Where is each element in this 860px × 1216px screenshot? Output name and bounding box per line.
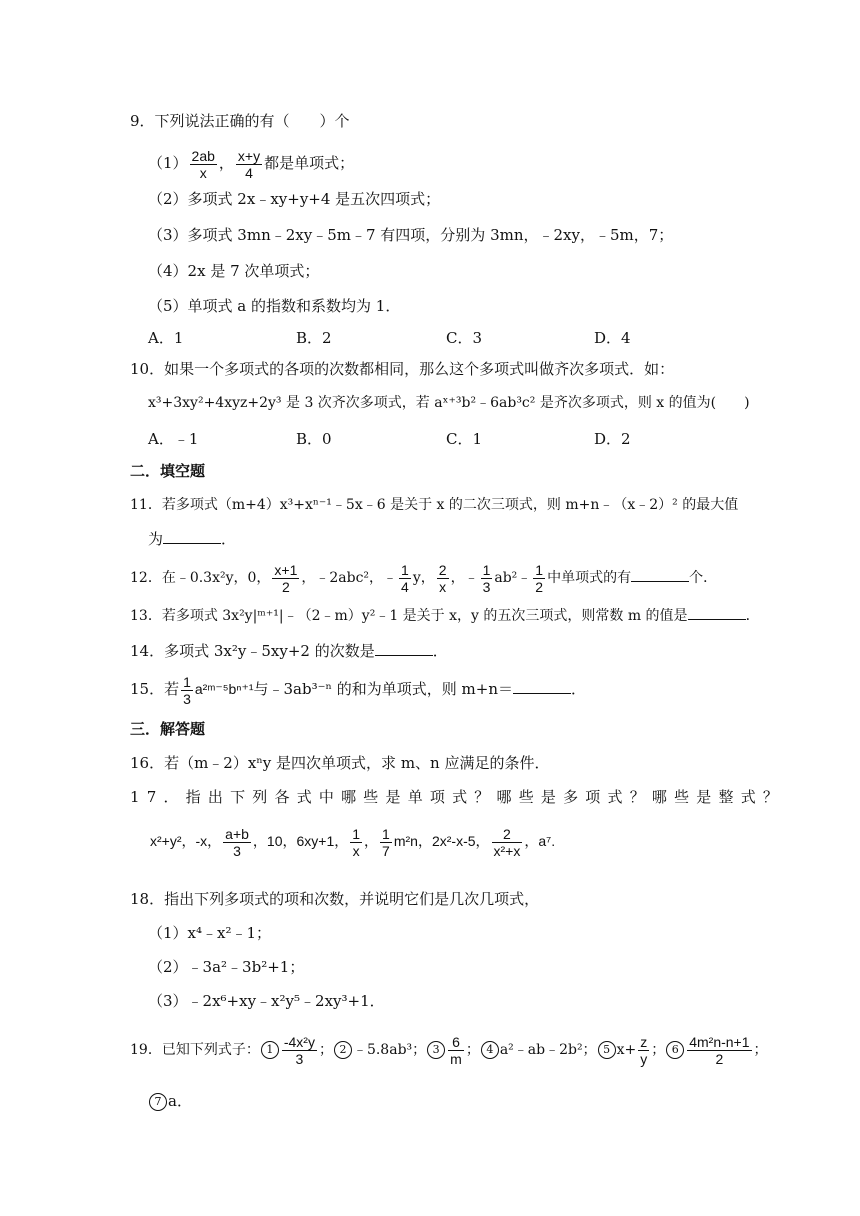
q15-answer-blank[interactable] [513,679,571,694]
q10-line-2: x³+3xy²+4xyz+2y³ 是 3 次齐次多项式，若 aˣ⁺³b²﹣6ab³c² 是齐次多项式，则 x 的值为( ) [148,395,750,411]
q14-answer-blank[interactable] [375,641,433,656]
q9-statement-2: （2）多项式 2x﹣xy+y+4 是五次四项式； [148,190,441,208]
q9-option-c[interactable]: C．3 [446,329,483,347]
q14-line: 14．多项式 3x²y﹣5xy+2 的次数是 ． [130,642,448,660]
q9-statement-4: （4）2x 是 7 次单项式； [148,262,320,280]
q17-line: 17．指出下列各式中哪些是单项式？哪些是多项式？哪些是整式？ [130,788,786,806]
q9-stem: 9．下列说法正确的有（ ）个 [130,112,350,130]
fraction-4m2n-minus-n-plus-1-over-2: $\frac{\text{4m²n-n+1}}{2}$ [689,1033,750,1067]
fraction-2-over-x2-plus-x: $\frac{2}{\text{x²+x}}$ [493,825,521,859]
q9-option-b[interactable]: B．2 [296,329,332,347]
fraction-x-plus-1-over-2: $\frac{x+1}{2}$ [274,561,298,595]
fraction-1-over-4: $\frac{1}{4}$ [401,561,409,595]
q13-line: 13．若多项式 3x²y|ᵐ⁺¹|﹣（2﹣m）y²﹣1 是关于 x，y 的五次三项式，则常数 m 的值是 ． [130,605,760,627]
q10-line-1: 10．如果一个多项式的各项的次数都相同，那么这个多项式叫做齐次多项式．如： [130,360,675,378]
q9-statement-3: （3）多项式 3mn﹣2xy﹣5m﹣7 有四项，分别为 3mn，﹣2xy，﹣5m，7； [148,226,674,244]
q18-line: 18．指出下列多项式的项和次数，并说明它们是几次几项式， [130,890,540,908]
fraction-x-plus-y-over-4: $\frac{x+y}{4}$ [237,147,261,181]
q18-item-2: （2）﹣3a²﹣3b²+1； [148,958,305,976]
q10-option-a[interactable]: A．﹣1 [148,430,199,448]
circled-number-7: 7 [149,1093,167,1111]
q18-item-1: （1）x⁴﹣x²﹣1； [148,924,272,942]
fraction-1-over-2: $\frac{1}{2}$ [535,561,544,595]
circled-number-6: 6 [666,1041,684,1059]
q18-item-3: （3）﹣2x⁶+xy﹣x²y⁵﹣2xy³+1． [148,992,385,1010]
fraction-2ab-over-x: $\frac{2ab}{x}$ [191,147,215,181]
q9-statement-5: （5）单项式 a 的指数和系数均为 1． [148,297,401,315]
fraction-1-over-x: $\frac{1}{x}$ [352,825,361,859]
q9-statement-1: （1） $\frac{2ab}{x}$ ， $\frac{x+y}{4}$ 都是单项式； [148,147,355,181]
fraction-1-over-3: $\frac{1}{3}$ [482,561,491,595]
q13-answer-blank[interactable] [688,605,746,620]
q10-option-b[interactable]: B．0 [296,430,332,448]
circled-number-4: 4 [481,1041,499,1059]
circled-number-1: 1 [261,1041,279,1059]
q17-expressions: x²+y²，-x， $\frac{a+b}{3}$ ，10，6xy+1， $\frac{1}{x}$ ， $\frac{1}{7}$ m²n，2x²-x-5， $\frac{2}{\text{x²+x}}$ ，a⁷. [150,825,556,859]
q16-line: 16．若（m﹣2）xⁿy 是四次单项式，求 m、n 应满足的条件． [130,754,550,772]
fraction-neg4x2y-over-3: $\frac{\text{-4x²y}}{3}$ [283,1033,315,1067]
q12-answer-blank[interactable] [631,567,689,582]
fraction-1-over-7: $\frac{1}{7}$ [382,825,390,859]
monomial-a-b: a²ᵐ⁻⁵bⁿ⁺¹ [194,681,254,697]
q10-option-d[interactable]: D．2 [594,430,631,448]
fraction-a-plus-b-over-3: $\frac{a+b}{3}$ [225,825,249,859]
circled-number-3: 3 [427,1041,445,1059]
q9-option-a[interactable]: A．1 [148,329,184,347]
q11-line-2: 为 ． [148,530,237,548]
fraction-2-over-x: $\frac{2}{x}$ [438,561,447,595]
circled-number-2: 2 [334,1041,352,1059]
fraction-1-over-3: $\frac{1}{3}$ [183,673,191,707]
circled-number-5: 5 [598,1041,616,1059]
q19-line: 19．已知下列式子： 1 $\frac{\text{-4x²y}}{3}$ ； 2 ﹣5.8ab³； 3 $\frac{6}{m}$ ； 4 a²﹣ab﹣2b²； 5 x+ $\frac{z}{y}$ ； 6 $\frac{\text{4m²n-n+1}}{2}$ ； [130,1033,768,1067]
fraction-6-over-m: $\frac{6}{m}$ [450,1033,462,1067]
q10-option-c[interactable]: C．1 [446,430,483,448]
q11-line-1: 11．若多项式（m+4）x³+xⁿ⁻¹﹣5x﹣6 是关于 x 的二次三项式，则 m+n﹣（x﹣2）² 的最大值 [130,497,739,513]
q12-line: 12．在﹣0.3x²y，0， $\frac{x+1}{2}$ ，﹣2abc²，﹣ $\frac{1}{4}$ y， $\frac{2}{x}$ ，﹣ $\frac{1}{3}$ ab²﹣ $\frac{1}{2}$ 中单项式的有 个． [130,561,718,595]
q9-option-d[interactable]: D．4 [594,329,631,347]
fraction-z-over-y: $\frac{z}{y}$ [640,1033,648,1067]
q15-line: 15．若 $\frac{1}{3}$ a²ᵐ⁻⁵bⁿ⁺¹与﹣3ab³⁻ⁿ 的和为单项式，则 m+n＝ ． [130,673,587,707]
q11-answer-blank[interactable] [163,529,221,544]
section-solve-title: 三．解答题 [130,720,206,738]
q19-line-2: 7 a． [148,1090,192,1112]
section-fill-in-title: 二．填空题 [130,462,206,480]
